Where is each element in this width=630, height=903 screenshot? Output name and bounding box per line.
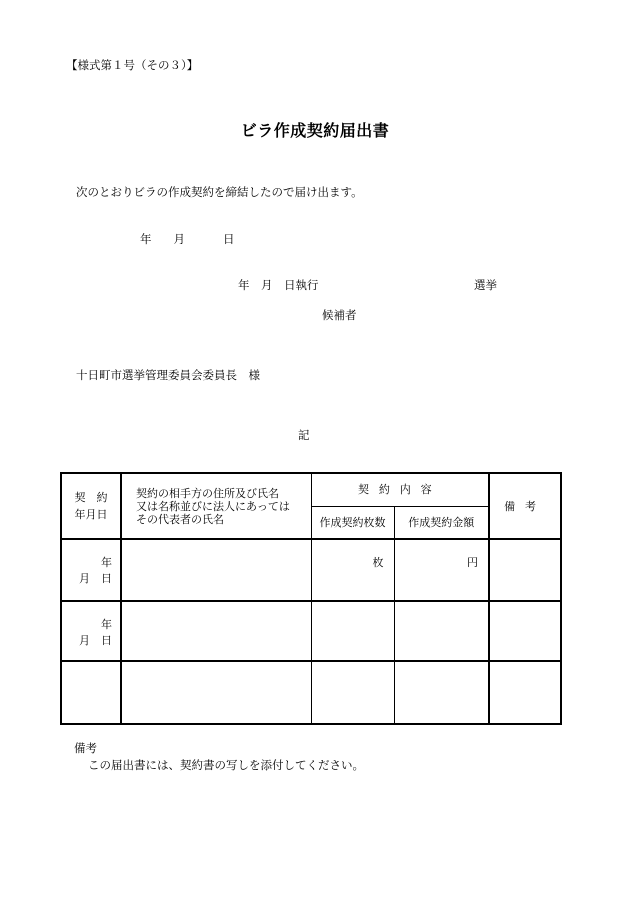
row-amount-cell [394,601,489,661]
header-contract-details: 契約内容 [311,473,489,506]
header-counterparty [121,473,311,539]
contract-table [60,472,562,725]
table-row [61,661,561,724]
row-counterparty-cell [121,539,311,601]
row-date-cell [61,539,121,601]
ki-marker: 記 [298,428,310,442]
header-counterparty-line1: 契約の相手方の住所及び氏名 [136,486,279,500]
row-month-day-label: 月 日 [79,572,112,585]
row-count-cell [311,661,394,724]
row-month-day-label: 月 日 [79,634,112,647]
header-counterparty-line2: 又は名称並びに法人にあっては [136,499,290,513]
header-contract-date-line1: 契 約 [74,491,108,504]
election-label: 選挙 [474,278,497,292]
row-date-cell [61,661,121,724]
document-title: ビラ作成契約届出書 [240,121,390,140]
header-counterparty-line3: その代表者の氏名 [136,512,224,526]
date-year-label: 年 [140,232,152,246]
row-counterparty-cell [121,661,311,724]
table-row [61,539,561,601]
election-date: 年 月 日執行 [238,278,319,292]
header-contract-date-line2: 年月日 [74,508,108,521]
row-date-cell [61,601,121,661]
table-row [61,601,561,661]
notes-heading: 備考 [74,741,97,755]
header-contract-date [61,473,121,539]
unit-yen: 円 [467,556,479,569]
submission-date [140,231,235,247]
row-remarks-cell [489,661,561,724]
row-amount-cell [394,661,489,724]
date-month-label: 月 [173,232,185,246]
row-remarks-cell [489,539,561,601]
row-amount-cell [394,539,489,601]
header-sheet-count: 作成契約枚数 [311,506,394,539]
row-counterparty-cell [121,601,311,661]
candidate-label: 候補者 [322,308,357,322]
addressee: 十日町市選挙管理委員会委員長 様 [76,368,260,382]
date-day-label: 日 [223,232,235,246]
unit-sheets: 枚 [372,556,384,569]
form-number: 【様式第１号（その３）】 [66,58,199,72]
header-contract-amount: 作成契約金額 [394,506,489,539]
intro-text: 次のとおりビラの作成契約を締結したので届け出ます。 [76,185,363,199]
row-year-label: 年 [101,556,112,569]
row-count-cell [311,539,394,601]
row-count-cell [311,601,394,661]
row-remarks-cell [489,601,561,661]
notes-body: この届出書には、契約書の写しを添付してください。 [88,758,364,772]
row-year-label: 年 [101,618,112,631]
header-remarks: 備考 [489,473,561,539]
